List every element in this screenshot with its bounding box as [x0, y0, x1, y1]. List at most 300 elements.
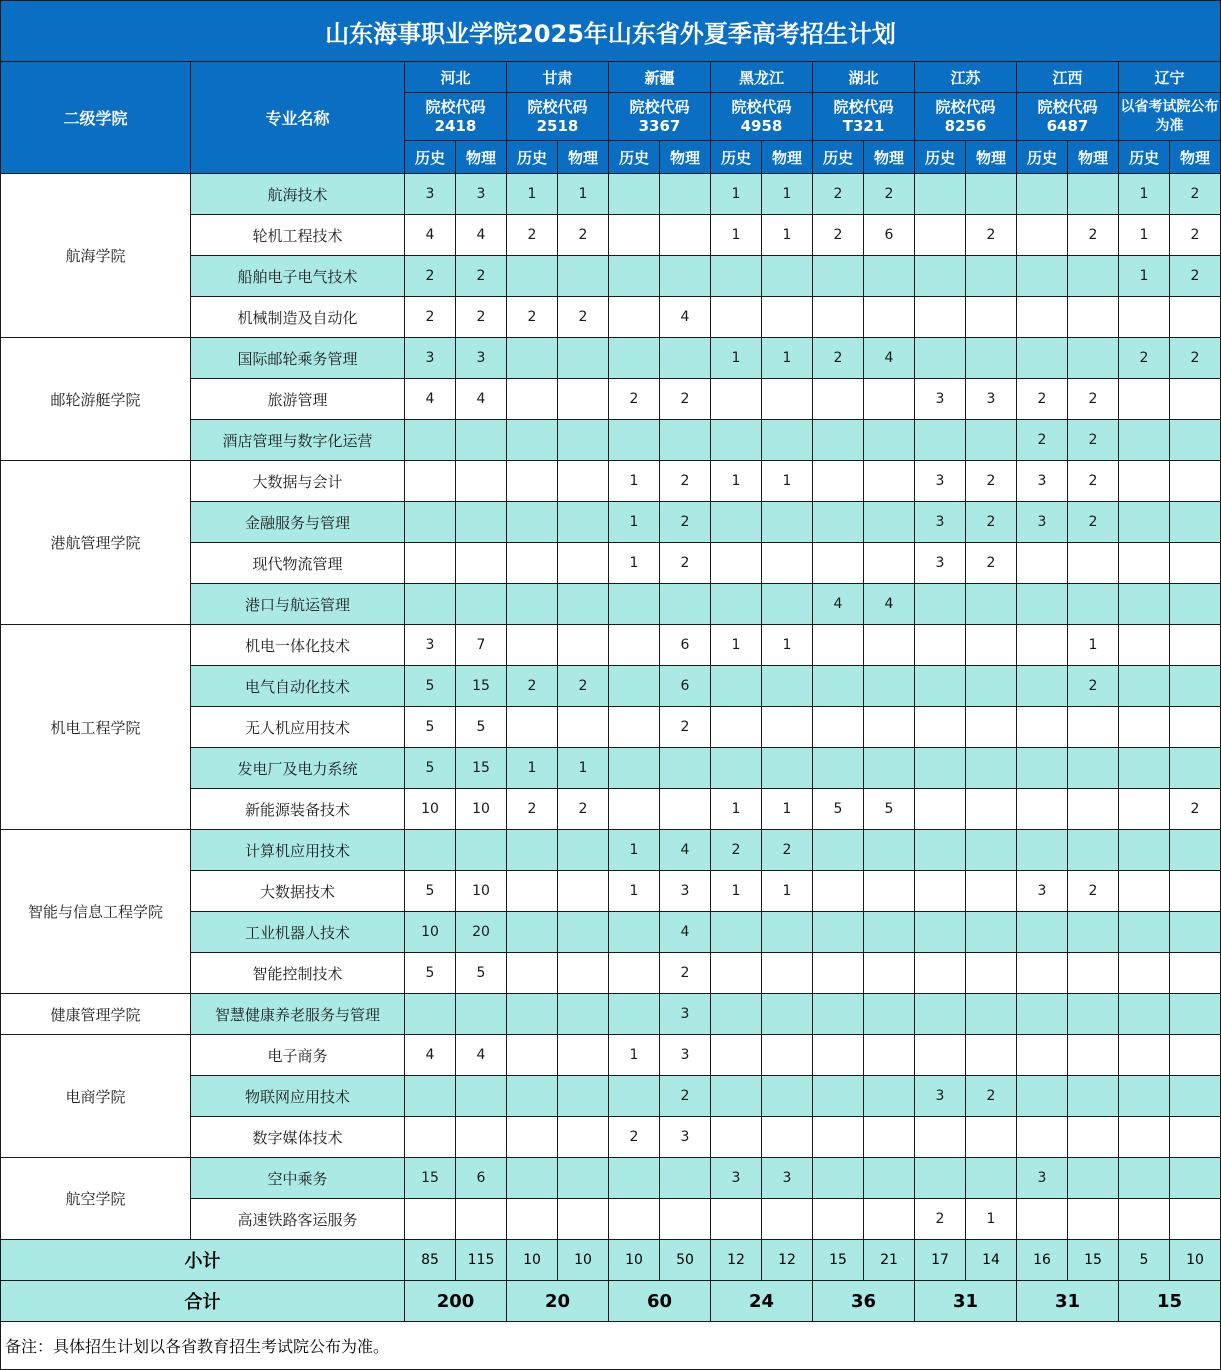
quota-cell: [609, 1158, 660, 1199]
physics-subheader: 物理: [966, 141, 1017, 174]
quota-cell: [762, 912, 813, 953]
quota-cell: [1119, 584, 1170, 625]
quota-cell: [1068, 256, 1119, 297]
school-code-value: 3367: [638, 116, 681, 135]
table-row: [1, 994, 1221, 1035]
quota-cell: 2: [609, 1117, 660, 1158]
quota-cell: 2: [558, 789, 609, 830]
quota-cell: [405, 830, 456, 871]
quota-cell: [711, 1035, 762, 1076]
quota-cell: 2: [609, 379, 660, 420]
school-code-label: 院校代码: [527, 97, 588, 116]
quota-cell: 5: [405, 666, 456, 707]
quota-cell: [609, 215, 660, 256]
quota-cell: [507, 707, 558, 748]
quota-cell: 2: [1017, 379, 1068, 420]
quota-cell: [609, 584, 660, 625]
quota-cell: [1068, 830, 1119, 871]
quota-cell: [966, 994, 1017, 1035]
quota-cell: [915, 1035, 966, 1076]
quota-cell: [1170, 1199, 1221, 1240]
quota-cell: 2: [1068, 379, 1119, 420]
quota-cell: [1068, 1035, 1119, 1076]
quota-cell: [1119, 1199, 1170, 1240]
subtotal-cell: 12: [762, 1240, 813, 1281]
quota-cell: [1017, 543, 1068, 584]
school-code-header: [1119, 93, 1221, 141]
quota-cell: [915, 420, 966, 461]
quota-cell: [762, 1117, 813, 1158]
quota-cell: [507, 1158, 558, 1199]
quota-cell: [711, 994, 762, 1035]
quota-cell: 1: [762, 338, 813, 379]
quota-cell: 1: [711, 789, 762, 830]
quota-cell: [1119, 625, 1170, 666]
quota-cell: 4: [405, 379, 456, 420]
quota-cell: [762, 543, 813, 584]
quota-cell: 2: [507, 297, 558, 338]
quota-cell: [456, 584, 507, 625]
quota-cell: [915, 338, 966, 379]
quota-cell: [1170, 953, 1221, 994]
total-cell: 31: [915, 1281, 1017, 1322]
quota-cell: [762, 1199, 813, 1240]
quota-cell: [966, 174, 1017, 215]
quota-cell: [507, 502, 558, 543]
history-subheader: 历史: [813, 141, 864, 174]
quota-cell: [609, 748, 660, 789]
major-name: 无人机应用技术: [191, 707, 405, 748]
quota-cell: 2: [966, 215, 1017, 256]
quota-cell: [456, 461, 507, 502]
quota-cell: [864, 830, 915, 871]
quota-cell: [864, 912, 915, 953]
quota-cell: 3: [1017, 502, 1068, 543]
quota-cell: [915, 789, 966, 830]
quota-cell: [405, 420, 456, 461]
quota-cell: 10: [405, 912, 456, 953]
quota-cell: [1017, 174, 1068, 215]
quota-cell: [762, 1076, 813, 1117]
quota-cell: 3: [660, 1035, 711, 1076]
quota-cell: [558, 707, 609, 748]
quota-cell: [813, 1199, 864, 1240]
quota-cell: [1017, 584, 1068, 625]
quota-cell: 10: [405, 789, 456, 830]
quota-cell: [711, 1076, 762, 1117]
major-name: 轮机工程技术: [191, 215, 405, 256]
quota-cell: 4: [405, 215, 456, 256]
major-name: 机电一体化技术: [191, 625, 405, 666]
major-name: 物联网应用技术: [191, 1076, 405, 1117]
quota-cell: 3: [660, 871, 711, 912]
subtotal-cell: 12: [711, 1240, 762, 1281]
quota-cell: 1: [711, 174, 762, 215]
quota-cell: [915, 830, 966, 871]
quota-cell: 2: [507, 789, 558, 830]
quota-cell: [813, 994, 864, 1035]
quota-cell: [966, 1158, 1017, 1199]
table-row: [1, 1158, 1221, 1199]
major-name: 大数据与会计: [191, 461, 405, 502]
quota-cell: [864, 1035, 915, 1076]
quota-cell: [864, 420, 915, 461]
quota-cell: 2: [660, 953, 711, 994]
quota-cell: [915, 215, 966, 256]
quota-cell: [660, 1158, 711, 1199]
college-name: 邮轮游艇学院: [1, 338, 191, 461]
quota-cell: 1: [711, 871, 762, 912]
quota-cell: 2: [660, 461, 711, 502]
quota-cell: 2: [660, 1076, 711, 1117]
quota-cell: [405, 584, 456, 625]
major-name: 机械制造及自动化: [191, 297, 405, 338]
major-name: 空中乘务: [191, 1158, 405, 1199]
major-name: 数字媒体技术: [191, 1117, 405, 1158]
quota-cell: 3: [1017, 1158, 1068, 1199]
quota-cell: [558, 420, 609, 461]
quota-cell: [609, 666, 660, 707]
quota-cell: [813, 830, 864, 871]
quota-cell: [1017, 666, 1068, 707]
quota-cell: [1068, 953, 1119, 994]
quota-cell: 4: [660, 297, 711, 338]
quota-cell: [405, 1117, 456, 1158]
history-subheader: 历史: [1017, 141, 1068, 174]
quota-cell: [1017, 707, 1068, 748]
quota-cell: [1068, 174, 1119, 215]
quota-cell: [813, 1035, 864, 1076]
quota-cell: [456, 1117, 507, 1158]
quota-cell: [558, 256, 609, 297]
quota-cell: [864, 666, 915, 707]
quota-cell: [1170, 420, 1221, 461]
subtotal-cell: 10: [558, 1240, 609, 1281]
quota-cell: [762, 584, 813, 625]
quota-cell: 5: [456, 707, 507, 748]
quota-cell: [762, 256, 813, 297]
quota-cell: [558, 625, 609, 666]
quota-cell: 4: [660, 912, 711, 953]
quota-cell: [711, 297, 762, 338]
quota-cell: 10: [456, 871, 507, 912]
quota-cell: 1: [711, 461, 762, 502]
college-name: 健康管理学院: [1, 994, 191, 1035]
history-subheader: 历史: [1119, 141, 1170, 174]
quota-cell: [558, 461, 609, 502]
major-name: 电子商务: [191, 1035, 405, 1076]
school-code-header: [1017, 93, 1119, 141]
quota-cell: 4: [456, 1035, 507, 1076]
quota-cell: 3: [405, 174, 456, 215]
quota-cell: [1017, 338, 1068, 379]
school-code-label: 院校代码: [833, 97, 894, 116]
quota-cell: [813, 543, 864, 584]
quota-cell: [711, 543, 762, 584]
school-code-value: 8256: [944, 116, 987, 135]
quota-cell: 2: [1017, 420, 1068, 461]
quota-cell: [456, 543, 507, 584]
total-cell: 24: [711, 1281, 813, 1322]
table-row: [1, 338, 1221, 379]
quota-cell: [1017, 1117, 1068, 1158]
quota-cell: [1170, 912, 1221, 953]
quota-cell: 2: [1068, 215, 1119, 256]
quota-cell: [966, 912, 1017, 953]
quota-cell: 2: [558, 215, 609, 256]
quota-cell: [813, 625, 864, 666]
quota-cell: [966, 666, 1017, 707]
quota-cell: [1017, 256, 1068, 297]
quota-cell: [660, 1199, 711, 1240]
quota-cell: 3: [1017, 871, 1068, 912]
quota-cell: [864, 625, 915, 666]
quota-cell: 3: [405, 338, 456, 379]
quota-cell: 6: [456, 1158, 507, 1199]
quota-cell: [456, 420, 507, 461]
school-code-header: [711, 93, 813, 141]
quota-cell: [507, 994, 558, 1035]
quota-cell: [558, 584, 609, 625]
quota-cell: [507, 461, 558, 502]
quota-cell: [711, 953, 762, 994]
quota-cell: 3: [660, 1117, 711, 1158]
quota-cell: [507, 338, 558, 379]
major-name: 发电厂及电力系统: [191, 748, 405, 789]
quota-cell: 1: [762, 625, 813, 666]
quota-cell: 6: [660, 666, 711, 707]
physics-subheader: 物理: [456, 141, 507, 174]
subtotal-cell: 10: [1170, 1240, 1221, 1281]
quota-cell: 2: [507, 215, 558, 256]
school-code-label: 院校代码: [731, 97, 792, 116]
quota-cell: 1: [609, 543, 660, 584]
quota-cell: [1017, 1035, 1068, 1076]
major-name: 智能控制技术: [191, 953, 405, 994]
quota-cell: 1: [609, 502, 660, 543]
quota-cell: 3: [966, 379, 1017, 420]
quota-cell: [558, 543, 609, 584]
quota-cell: [966, 707, 1017, 748]
quota-cell: [966, 420, 1017, 461]
quota-cell: [813, 871, 864, 912]
quota-cell: [660, 215, 711, 256]
quota-cell: [1068, 1117, 1119, 1158]
table-row: [1, 625, 1221, 666]
quota-cell: [660, 174, 711, 215]
quota-cell: [813, 502, 864, 543]
quota-cell: [966, 1117, 1017, 1158]
major-name: 新能源装备技术: [191, 789, 405, 830]
quota-cell: [456, 994, 507, 1035]
quota-cell: [609, 1199, 660, 1240]
quota-cell: 15: [456, 748, 507, 789]
school-code-value: 2418: [434, 116, 477, 135]
quota-cell: 5: [456, 953, 507, 994]
table-row: [1, 1035, 1221, 1076]
college-name: 电商学院: [1, 1035, 191, 1158]
quota-cell: [405, 1076, 456, 1117]
quota-cell: [864, 953, 915, 994]
history-subheader: 历史: [609, 141, 660, 174]
quota-cell: [711, 748, 762, 789]
quota-cell: [1119, 666, 1170, 707]
quota-cell: [609, 256, 660, 297]
quota-cell: [864, 461, 915, 502]
quota-cell: [1119, 379, 1170, 420]
quota-cell: [1170, 1117, 1221, 1158]
school-code-value: T321: [842, 116, 885, 135]
history-subheader: 历史: [915, 141, 966, 174]
quota-cell: 2: [966, 1076, 1017, 1117]
quota-cell: [558, 502, 609, 543]
quota-cell: [915, 953, 966, 994]
school-code-value: 2518: [536, 116, 579, 135]
school-code-label: 院校代码: [935, 97, 996, 116]
major-name: 高速铁路客运服务: [191, 1199, 405, 1240]
quota-cell: [558, 1158, 609, 1199]
quota-cell: [1119, 543, 1170, 584]
quota-cell: 1: [966, 1199, 1017, 1240]
quota-cell: [864, 1199, 915, 1240]
subtotal-cell: 85: [405, 1240, 456, 1281]
quota-cell: [813, 953, 864, 994]
major-name: 港口与航运管理: [191, 584, 405, 625]
quota-cell: 2: [660, 707, 711, 748]
quota-cell: [456, 502, 507, 543]
quota-cell: [915, 174, 966, 215]
quota-cell: [762, 379, 813, 420]
quota-cell: [915, 666, 966, 707]
quota-cell: [405, 502, 456, 543]
quota-cell: [1170, 748, 1221, 789]
quota-cell: [507, 420, 558, 461]
quota-cell: 2: [456, 297, 507, 338]
page-title: 山东海事职业学院2025年山东省外夏季高考招生计划: [1, 1, 1221, 62]
history-subheader: 历史: [711, 141, 762, 174]
province-header: 黑龙江: [711, 62, 813, 93]
quota-cell: [1017, 789, 1068, 830]
quota-cell: 1: [762, 215, 813, 256]
quota-cell: [1068, 1199, 1119, 1240]
quota-cell: [660, 338, 711, 379]
quota-cell: 1: [507, 748, 558, 789]
quota-cell: [864, 1158, 915, 1199]
quota-cell: [966, 830, 1017, 871]
quota-cell: [1068, 748, 1119, 789]
quota-cell: [507, 256, 558, 297]
quota-cell: [1068, 297, 1119, 338]
quota-cell: [507, 1117, 558, 1158]
school-code-header: [813, 93, 915, 141]
quota-cell: [1068, 707, 1119, 748]
subtotal-cell: 5: [1119, 1240, 1170, 1281]
quota-cell: [405, 461, 456, 502]
quota-cell: [405, 994, 456, 1035]
quota-cell: [1119, 420, 1170, 461]
quota-cell: 3: [456, 338, 507, 379]
quota-cell: [660, 584, 711, 625]
quota-cell: [507, 584, 558, 625]
quota-cell: [1170, 1035, 1221, 1076]
quota-cell: [915, 1158, 966, 1199]
quota-cell: 2: [966, 502, 1017, 543]
physics-subheader: 物理: [558, 141, 609, 174]
quota-cell: 1: [609, 871, 660, 912]
subtotal-cell: 115: [456, 1240, 507, 1281]
quota-cell: [1170, 994, 1221, 1035]
quota-cell: [762, 420, 813, 461]
quota-cell: 1: [762, 174, 813, 215]
quota-cell: [1068, 543, 1119, 584]
quota-cell: [558, 912, 609, 953]
quota-cell: [1170, 379, 1221, 420]
major-name: 电气自动化技术: [191, 666, 405, 707]
quota-cell: [507, 912, 558, 953]
quota-cell: [1170, 625, 1221, 666]
subtotal-cell: 10: [609, 1240, 660, 1281]
quota-cell: [1119, 789, 1170, 830]
quota-cell: [813, 297, 864, 338]
subtotal-cell: 14: [966, 1240, 1017, 1281]
quota-cell: [762, 666, 813, 707]
major-name: 智慧健康养老服务与管理: [191, 994, 405, 1035]
major-column-header: 专业名称: [191, 62, 405, 174]
physics-subheader: 物理: [1068, 141, 1119, 174]
quota-cell: 4: [660, 830, 711, 871]
quota-cell: 2: [456, 256, 507, 297]
quota-cell: [915, 707, 966, 748]
quota-cell: 2: [405, 297, 456, 338]
quota-cell: 2: [1119, 338, 1170, 379]
quota-cell: [558, 1076, 609, 1117]
quota-cell: [762, 502, 813, 543]
quota-cell: [813, 379, 864, 420]
quota-cell: 3: [915, 1076, 966, 1117]
school-code-header: [609, 93, 711, 141]
quota-cell: 1: [558, 748, 609, 789]
quota-cell: [1170, 461, 1221, 502]
quota-cell: 2: [864, 174, 915, 215]
province-header: 江西: [1017, 62, 1119, 93]
history-subheader: 历史: [405, 141, 456, 174]
subtotal-cell: 21: [864, 1240, 915, 1281]
quota-cell: [1119, 502, 1170, 543]
quota-cell: [1068, 789, 1119, 830]
quota-cell: [1017, 297, 1068, 338]
quota-cell: [609, 953, 660, 994]
major-name: 船舶电子电气技术: [191, 256, 405, 297]
quota-cell: 2: [507, 666, 558, 707]
quota-cell: [1170, 1158, 1221, 1199]
quota-cell: [609, 338, 660, 379]
quota-cell: [711, 502, 762, 543]
quota-cell: 4: [456, 379, 507, 420]
quota-cell: 1: [609, 461, 660, 502]
quota-cell: [813, 420, 864, 461]
college-name: 航空学院: [1, 1158, 191, 1240]
table-row: [1, 461, 1221, 502]
quota-cell: 3: [762, 1158, 813, 1199]
quota-cell: [1017, 748, 1068, 789]
quota-cell: [711, 420, 762, 461]
quota-cell: 2: [966, 461, 1017, 502]
total-cell: 31: [1017, 1281, 1119, 1322]
quota-cell: [966, 789, 1017, 830]
quota-cell: 4: [456, 215, 507, 256]
quota-cell: [609, 912, 660, 953]
quota-cell: 3: [405, 625, 456, 666]
